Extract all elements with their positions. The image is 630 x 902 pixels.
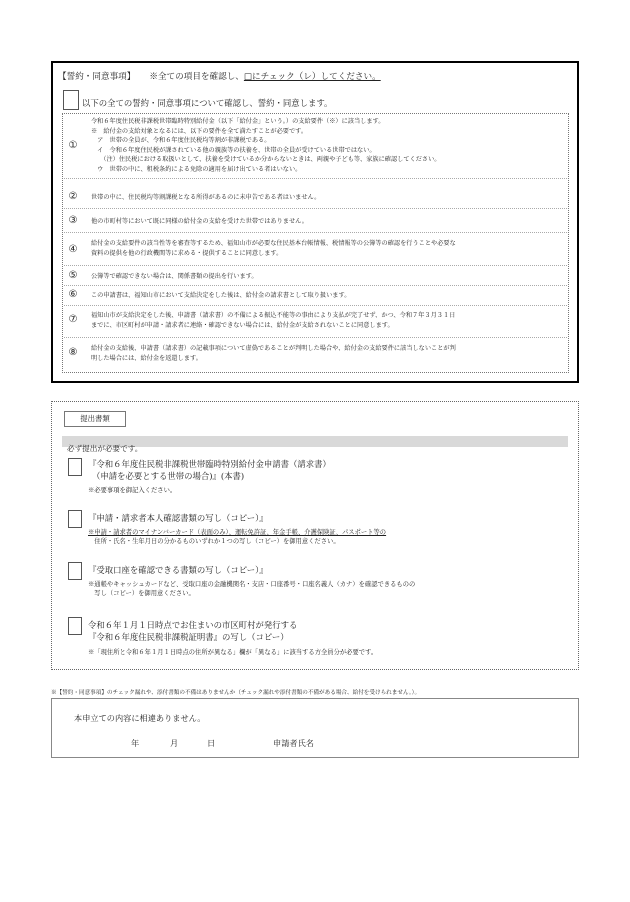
doc-note-id: ※申請・請求者のマイナンバーカード（表面のみ）、運転免許証、年金手帳、介護保険証、パスポート等の 住所・氏名・生年月日の分かるものいずれか１つの写し（コピー）を御用意ください。: [88, 529, 387, 546]
divider: [64, 208, 567, 209]
divider: [64, 265, 567, 266]
pledge-item-5: 公簿等で確認できない場合は、関係書類の提出を行います。: [91, 273, 258, 280]
doc-note-application: ※必要事項を御記入ください。: [88, 487, 177, 494]
pledge-title: 【誓約・同意事項】: [58, 72, 136, 82]
divider: [64, 305, 567, 306]
pledge-item-4: 給付金の支給要件の該当性等を審査等するため、福知山市が必要な住民基本台帳情報、税情報等の公簿等の確認を行うことや必要な 資料の提供を他の行政機関等に求める・提供することに同意します。: [91, 240, 456, 257]
pledge-item-2: 世帯の中に、住民税均等割課税となる所得があるのに未申告である者はいません。: [91, 194, 321, 201]
pledge-instruction-underlined: □にチェック（レ）してください。: [243, 72, 381, 82]
pledge-item-8: 給付金の支給後、申請書（請求書）の記載事項について虚偽であることが判明した場合や、給付金の支給要件に該当しないことが判 明した場合には、給付金を返還します。: [91, 345, 456, 362]
doc-checkbox-id[interactable]: [68, 510, 82, 528]
item-number: ⑧: [68, 347, 78, 358]
divider: [64, 178, 567, 179]
doc-checkbox-tax-certificate[interactable]: [68, 617, 82, 635]
item-number: ③: [68, 215, 78, 226]
pledge-item-6: この申請書は、福知山市において支給決定をした後は、給付金の請求書として取り扱います。: [91, 292, 351, 299]
doc-title-tax-certificate: 令和６年１月１日時点でお住まいの市区町村が発行する 『令和６年度住民税非課税証明書』の写し（コピー）: [88, 620, 298, 642]
divider: [64, 337, 567, 338]
pledge-item-1: 令和６年度住民税非課税世帯臨時特別給付金（以下「給付金」という。）の支給要件（※）に該当します。 ※ 給付金の支給対象となるには、以下の要件を全て満たすことが必要です。 ア 世帯の全員が、令和６年度住民税均等割が非課税である。 イ 令和６年度住民税が課されている他の親族等の扶養を、世帯の全員が受けている世帯ではない。 （注）住民税における取扱いとして、扶養を受けているか分からないときは、両親や子ども等、家族に確認してください。 ウ 世帯の中に、租税条約による免除の適用を届け出ている者はいない。: [91, 118, 441, 173]
divider: [64, 232, 567, 233]
doc-checkbox-bank[interactable]: [68, 562, 82, 580]
doc-title-id: 『申請・請求者本人確認書類の写し（コピー）』: [88, 513, 268, 523]
item-number: ②: [68, 191, 78, 202]
applicant-name-label: 申請者氏名: [273, 738, 314, 748]
item-number: ④: [68, 244, 78, 255]
pledge-item-3: 他の市町村等において既に同様の給付金の支給を受けた世帯ではありません。: [91, 218, 308, 225]
required-bar: 必ず提出が必要です。: [62, 436, 568, 447]
pledge-header: [58, 70, 381, 82]
item-number: ①: [68, 140, 78, 151]
doc-title-bank: 『受取口座を確認できる書類の写し（コピー）』: [88, 565, 268, 575]
item-number: ⑥: [68, 289, 78, 300]
item-number: ⑦: [68, 314, 78, 325]
pledge-item-7: 福知山市が支給決定をした後、申請書（請求書）の不備による振込不能等の事由により支払が完了せず、かつ、令和７年３月３１日 までに、市区町村が申請・請求者に連絡・確認できない場合には、給付金が支給されないことに同意します。: [91, 312, 456, 329]
footnote: ※【誓約・同意事項】のチェック漏れや、添付書類の不備はありませんか（チェック漏れや添付書類の不備がある場合、給付を受けられません。）。: [51, 690, 421, 696]
doc-note-bank: ※通帳やキャッシュカードなど、受取口座の金融機関名・支店・口座番号・口座名義人（カナ）を確認できるものの 写し（コピー）を御用意ください。: [88, 581, 416, 598]
confirmation-text: 本申立ての内容に相違ありません。: [74, 713, 206, 723]
pledge-instruction: ※全ての項目を確認し、: [149, 72, 244, 82]
doc-checkbox-application[interactable]: [68, 458, 82, 476]
item-number: ⑤: [68, 270, 78, 281]
month-label: 月: [170, 738, 179, 748]
agree-all-label: 以下の全ての誓約・同意事項について確認し、誓約・同意します。: [82, 98, 333, 108]
doc-note-tax-certificate: ※「現住所と令和６年１月１日時点の住所が異なる」欄が「異なる」に該当する方全員分が必要です。: [88, 649, 378, 656]
submission-tab: 提出書類: [64, 411, 126, 427]
doc-title-application: 『令和６年度住民税非課税世帯臨時特別給付金申請書（請求書） （申請を必要とする世帯の場合)』(本書): [88, 459, 331, 481]
divider: [64, 285, 567, 286]
confirmation-section: [51, 698, 579, 758]
day-label: 日: [207, 738, 216, 748]
agree-all-checkbox[interactable]: [63, 90, 79, 110]
year-label: 年: [131, 738, 140, 748]
